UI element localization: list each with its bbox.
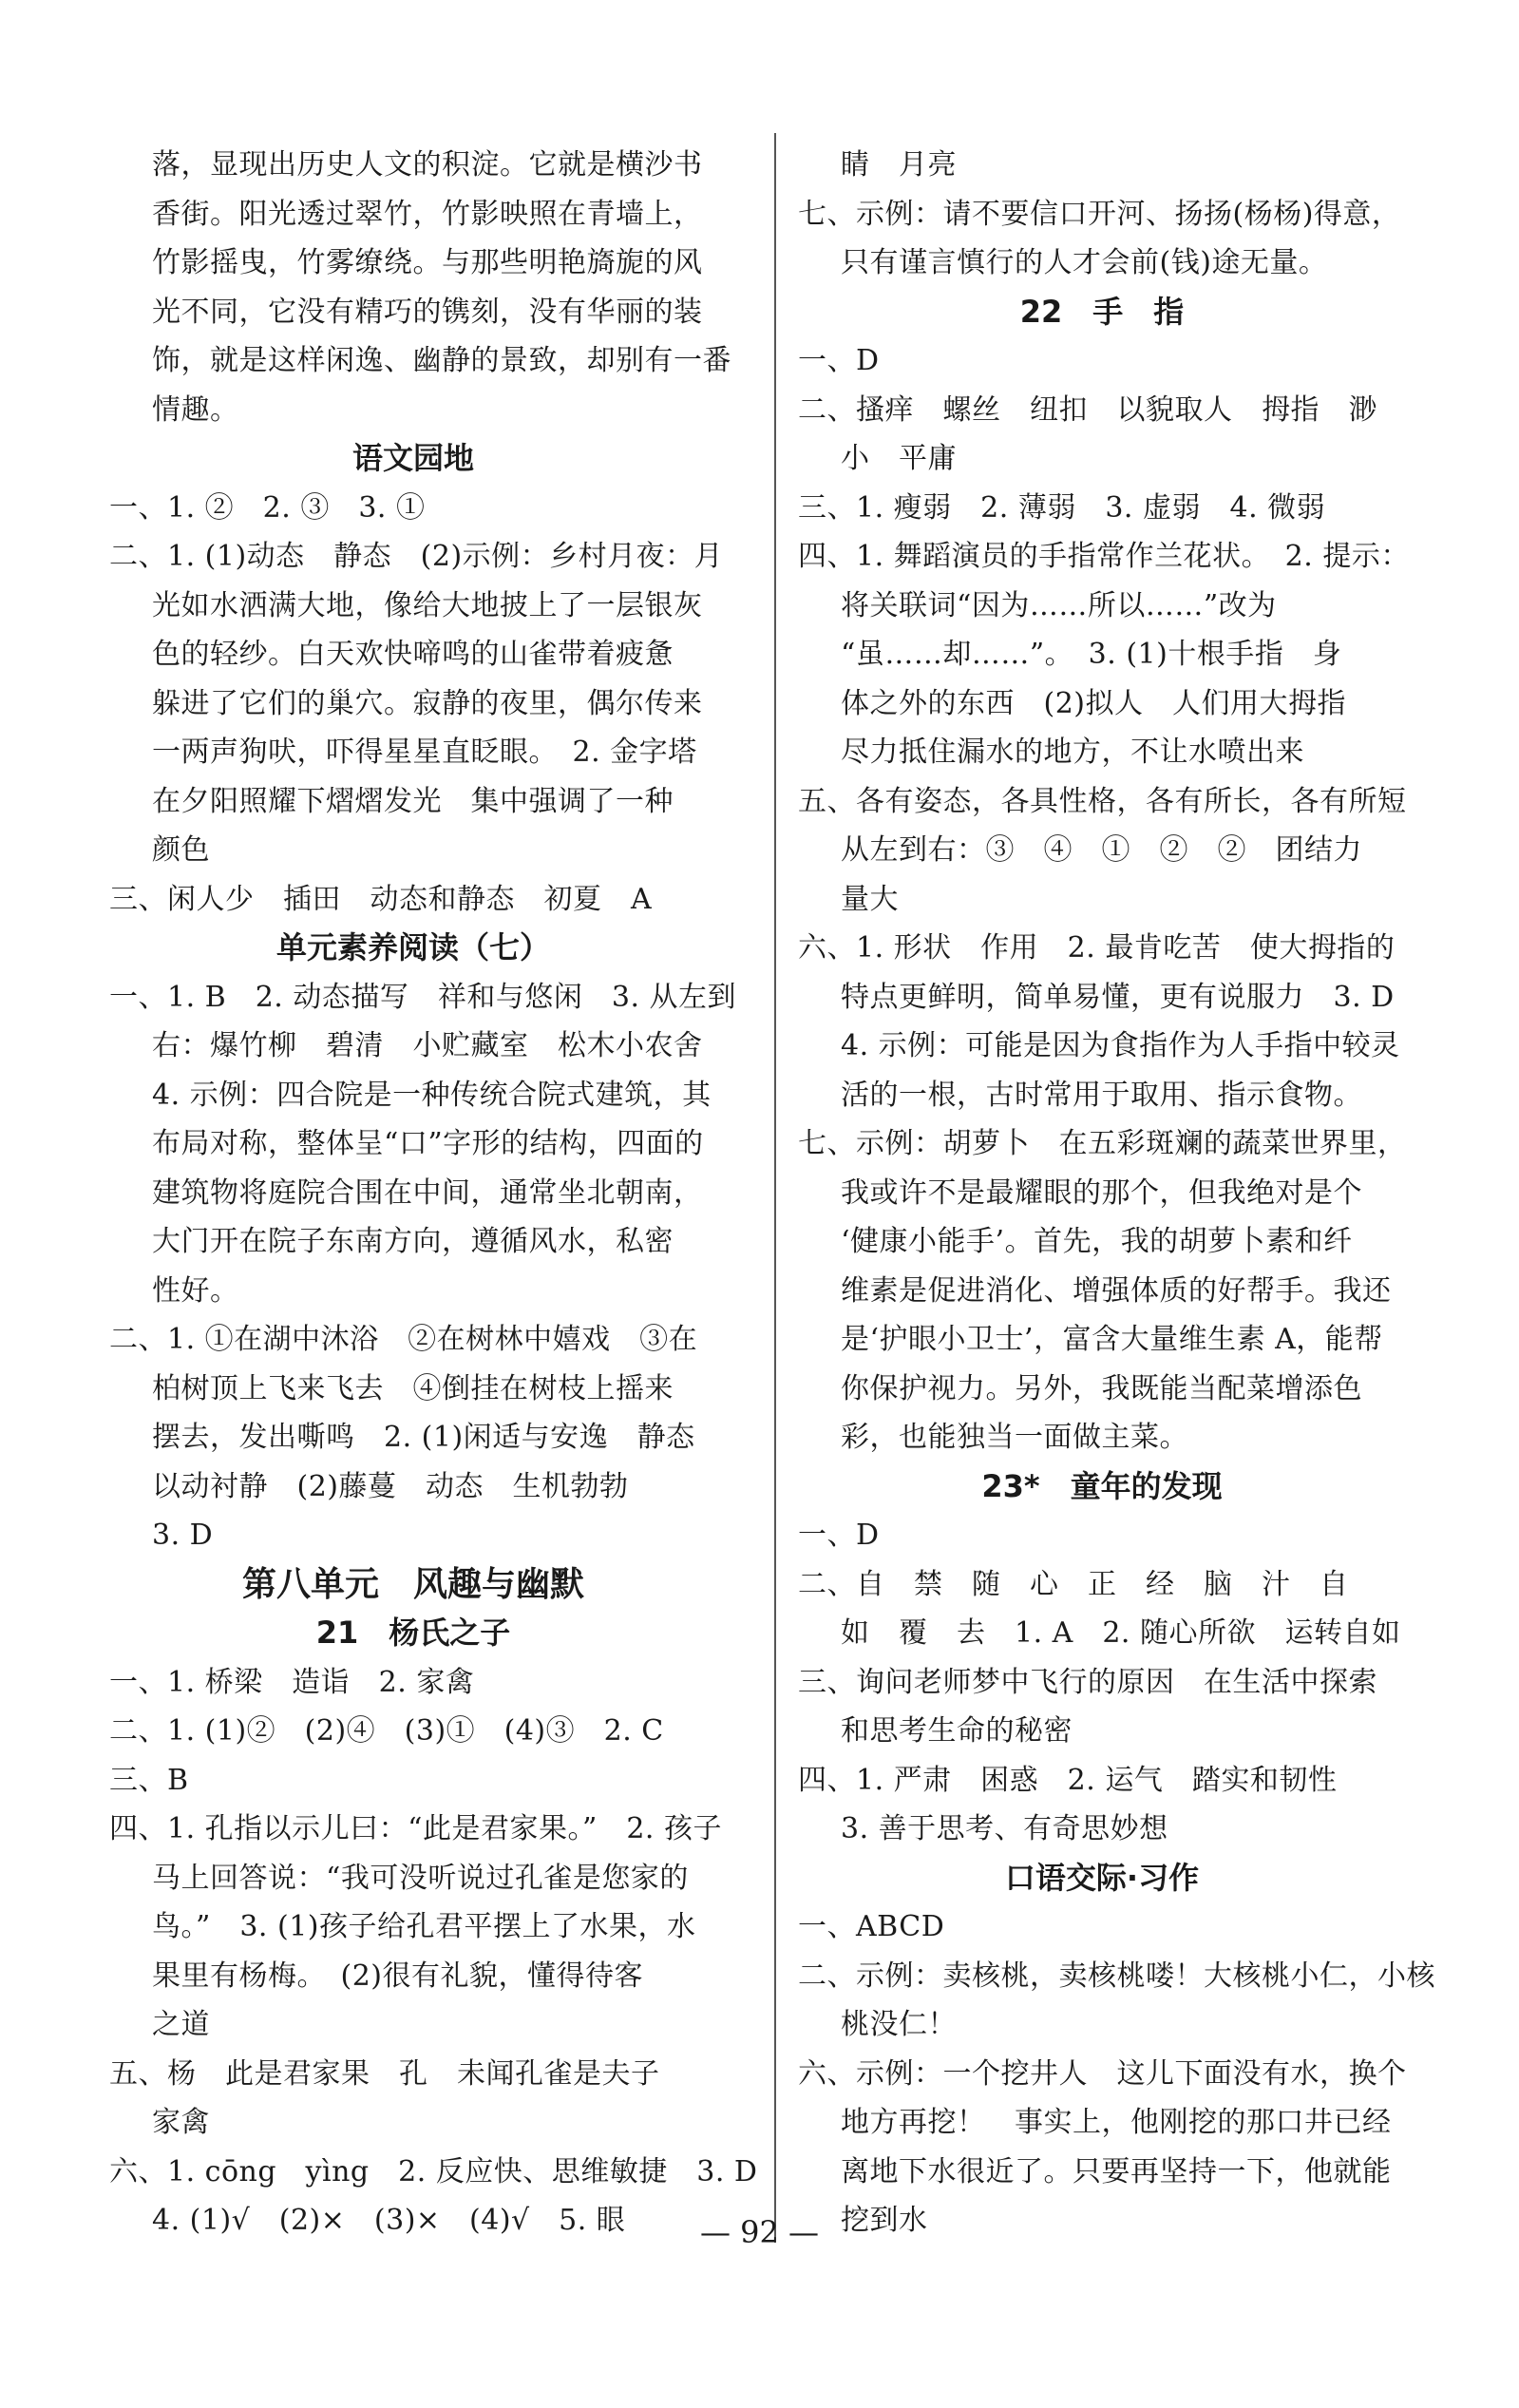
answer-line: 摆去，发出嘶鸣 2. (1)闲适与安逸 静态 <box>152 1421 695 1454</box>
answer-line: 3. D <box>152 1519 214 1552</box>
answer-line: 尽力抵住漏水的地方，不让水喷出来 <box>841 736 1304 769</box>
answer-line: 五、杨 此是君家果 孔 未闻孔雀是夫子 <box>109 2056 660 2091</box>
answer-line: 4. (1)√ (2)× (3)× (4)√ 5. 眼 <box>152 2204 626 2237</box>
answer-line: 右：爆竹柳 碧清 小贮藏室 松木小农舍 <box>152 1029 703 1062</box>
answer-line: 六、1. 形状 作用 2. 最肯吃苦 使大拇指的 <box>798 931 1396 965</box>
answer-line: 五、各有姿态，各具性格，各有所长，各有所短 <box>798 784 1407 818</box>
answer-line: 一、1. ② 2. ③ 3. ① <box>109 490 426 525</box>
answer-line: 香街。阳光透过翠竹，竹影映照在青墙上， <box>152 197 703 231</box>
answer-line: 在夕阳照耀下熠熠发光 集中强调了一种 <box>152 784 674 818</box>
answer-line: 我或许不是最耀眼的那个，但我绝对是个 <box>841 1175 1362 1210</box>
answer-line: 饰，就是这样闲逸、幽静的景致，却别有一番 <box>152 344 731 377</box>
section-heading: 22 手 指 <box>1019 293 1185 330</box>
section-heading: 口语交际·习作 <box>1004 1859 1200 1896</box>
answer-line: 地方再挖！ 事实上，他刚挖的那口井已经 <box>841 2106 1392 2139</box>
answer-line: 马上回答说：“我可没听说过孔雀是您家的 <box>152 1861 689 1895</box>
section-heading: 23* 童年的发现 <box>981 1467 1223 1504</box>
answer-line: 三、闲人少 插田 动态和静态 初夏 A <box>109 882 653 916</box>
answer-line: 鸟。” 3. (1)孩子给孔君平摆上了水果，水 <box>152 1910 696 1943</box>
answer-line: 挖到水 <box>841 2204 928 2237</box>
answer-line: 和思考生命的秘密 <box>841 1714 1073 1748</box>
answer-line: 四、1. 舞蹈演员的手指常作兰花状。 2. 提示： <box>798 540 1410 573</box>
answer-line: 彩，也能独当一面做主菜。 <box>841 1421 1188 1454</box>
answer-line: 落，显现出历史人文的积淀。它就是横沙书 <box>152 148 703 182</box>
answer-line: 六、1. cōng yìng 2. 反应快、思维敏捷 3. D <box>109 2154 758 2188</box>
answer-line: 二、1. ①在湖中沐浴 ②在树林中嬉戏 ③在 <box>109 1323 698 1356</box>
answer-line: 是‘护眼小卫士’，富含大量维生素 A，能帮 <box>841 1323 1383 1356</box>
answer-line: 大门开在院子东南方向，遵循风水，私密 <box>152 1225 674 1258</box>
answer-line: 小 平庸 <box>841 442 957 475</box>
answer-line: 三、B <box>109 1763 189 1797</box>
answer-line: 维素是促进消化、增强体质的好帮手。我还 <box>841 1273 1392 1308</box>
answer-line: 光如水洒满大地，像给大地披上了一层银灰 <box>152 588 703 622</box>
answer-line: 六、示例：一个挖井人 这儿下面没有水，换个 <box>798 2056 1407 2091</box>
answer-line: 四、1. 严肃 困惑 2. 运气 踏实和韧性 <box>798 1763 1338 1797</box>
answer-line: 二、1. (1)② (2)④ (3)① (4)③ 2. C <box>109 1714 664 1748</box>
answer-line: 建筑物将庭院合围在中间，通常坐北朝南， <box>152 1175 703 1210</box>
right-column <box>798 141 1435 2246</box>
answer-line: 性好。 <box>152 1273 239 1308</box>
answer-line: 果里有杨梅。 (2)很有礼貌，懂得待客 <box>152 1959 643 1993</box>
answer-line: 四、1. 孔指以示儿曰：“此是君家果。” 2. 孩子 <box>109 1812 722 1845</box>
column-divider <box>774 133 776 2243</box>
answer-line: 光不同，它没有精巧的镌刻，没有华丽的装 <box>152 295 703 329</box>
answer-line: 一、D <box>798 344 880 377</box>
answer-line: 4. 示例：四合院是一种传统合院式建筑，其 <box>152 1078 712 1112</box>
answer-line: 一、ABCD <box>798 1910 945 1943</box>
section-heading: 第八单元 风趣与幽默 <box>241 1564 584 1604</box>
answer-line: 之道 <box>152 2008 210 2041</box>
answer-line: 体之外的东西 (2)拟人 人们用大拇指 <box>841 686 1346 720</box>
answer-line: ‘健康小能手’。首先，我的胡萝卜素和纤 <box>841 1225 1353 1258</box>
answer-line: 以动衬静 (2)藤蔓 动态 生机勃勃 <box>152 1469 629 1503</box>
answer-line: 家禽 <box>152 2106 210 2139</box>
answer-line: 二、搔痒 螺丝 纽扣 以貌取人 拇指 渺 <box>798 392 1377 427</box>
answer-line: 4. 示例：可能是因为食指作为人手指中较灵 <box>841 1029 1400 1062</box>
answer-line: 三、询问老师梦中飞行的原因 在生活中探索 <box>798 1665 1377 1699</box>
answer-line: 颜色 <box>152 833 210 867</box>
answer-line: 离地下水很近了。只要再坚持一下，他就能 <box>841 2154 1392 2188</box>
answer-line: 七、示例：请不要信口开河、扬扬(杨杨)得意， <box>798 197 1401 231</box>
answer-line: 3. 善于思考、有奇思妙想 <box>841 1812 1168 1845</box>
section-heading: 语文园地 <box>351 440 474 476</box>
answer-line: 睛 月亮 <box>841 148 957 182</box>
answer-line: 一、1. 桥梁 造诣 2. 家禽 <box>109 1665 475 1699</box>
answer-line: 从左到右：③ ④ ① ② ② 团结力 <box>841 833 1362 867</box>
answer-line: 一、1. B 2. 动态描写 祥和与悠闲 3. 从左到 <box>109 980 737 1014</box>
answer-line: 一、D <box>798 1519 880 1552</box>
answer-line: 量大 <box>841 882 899 916</box>
left-column <box>109 141 758 2246</box>
answer-line: 情趣。 <box>152 392 239 427</box>
answer-line: 将关联词“因为……所以……”改为 <box>841 588 1277 622</box>
section-heading: 单元素养阅读（七） <box>275 929 550 965</box>
answer-line: 三、1. 瘦弱 2. 薄弱 3. 虚弱 4. 微弱 <box>798 490 1326 525</box>
answer-line: 柏树顶上飞来飞去 ④倒挂在树枝上摇来 <box>152 1371 674 1405</box>
answer-line: 特点更鲜明，简单易懂，更有说服力 3. D <box>841 980 1395 1014</box>
answer-line: 色的轻纱。白天欢快啼鸣的山雀带着疲惫 <box>152 638 674 671</box>
answer-line: 七、示例：胡萝卜 在五彩斑斓的蔬菜世界里， <box>798 1127 1407 1160</box>
answer-line: 活的一根，古时常用于取用、指示食物。 <box>841 1078 1362 1112</box>
answer-line: 二、示例：卖核桃，卖核桃喽！大核桃小仁，小核 <box>798 1959 1435 1993</box>
answer-line: 布局对称，整体呈“口”字形的结构，四面的 <box>152 1127 704 1160</box>
section-heading: 21 杨氏之子 <box>315 1615 511 1651</box>
answer-line: 二、自 禁 随 心 正 经 脑 汁 自 <box>798 1567 1349 1601</box>
page-number: — 92 — <box>699 2214 820 2250</box>
answer-line: 桃没仁！ <box>841 2008 957 2041</box>
answer-line: 一两声狗吠，吓得星星直眨眼。 2. 金字塔 <box>152 736 697 769</box>
answer-line: “虽……却……”。 3. (1)十根手指 身 <box>841 638 1342 671</box>
answer-line: 躲进了它们的巢穴。寂静的夜里，偶尔传来 <box>152 686 703 720</box>
answer-line: 竹影摇曳，竹雾缭绕。与那些明艳旖旎的风 <box>152 246 703 279</box>
answer-line: 只有谨言慎行的人才会前(钱)途无量。 <box>841 246 1328 279</box>
answer-line: 如 覆 去 1. A 2. 随心所欲 运转自如 <box>841 1616 1401 1650</box>
answer-line: 二、1. (1)动态 静态 (2)示例：乡村月夜：月 <box>109 540 724 573</box>
answer-line: 你保护视力。另外，我既能当配菜增添色 <box>841 1371 1362 1405</box>
